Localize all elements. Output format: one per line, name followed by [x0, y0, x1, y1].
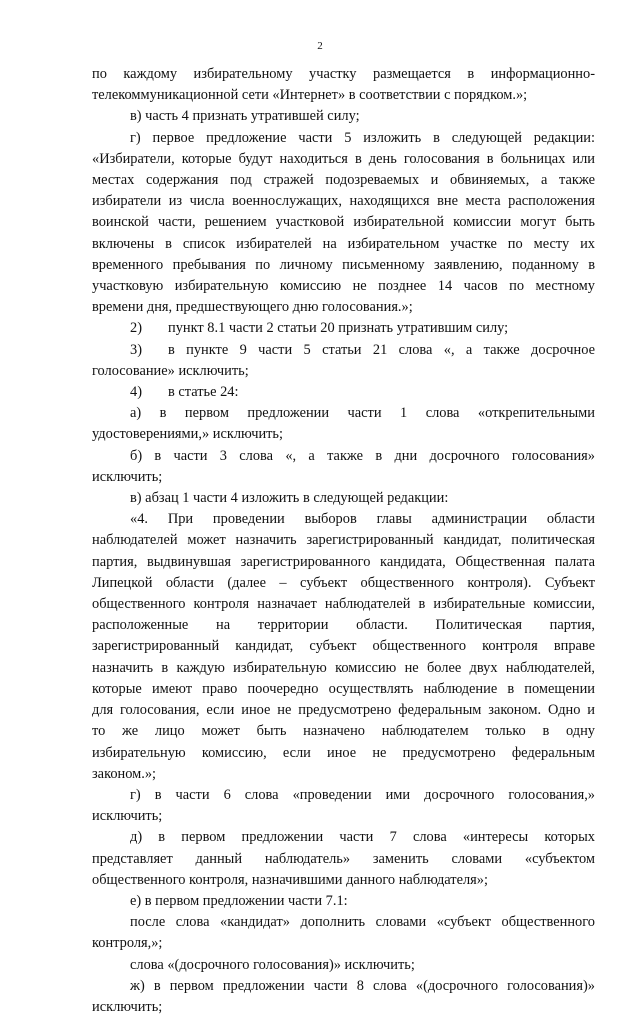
text-line: а) в первом предложении части 1 слова «открепительными — [130, 405, 595, 422]
text-line: голосование» исключить; — [92, 362, 249, 379]
text-line: включены в список избирателей на избирательном участке по месту их — [92, 235, 595, 252]
text-line: телекоммуникационной сети «Интернет» в соответствии с порядком.»; — [92, 87, 528, 104]
text-line: наблюдателей может назначить зарегистрированный кандидат, политическая — [92, 532, 595, 549]
paragraph: в) часть 4 признать утратившей силу; — [130, 108, 360, 125]
text-line: после слова «кандидат» дополнить словами «субъект общественного — [130, 914, 595, 931]
item-number: 2) — [130, 320, 142, 337]
text-line: б) в части 3 слова «, а также в дни досрочного голосования» — [130, 447, 595, 464]
text-line: д) в первом предложении части 7 слова «интересы которых — [130, 829, 595, 846]
paragraph — [92, 785, 595, 827]
text-line: удостоверениями,» исключить; — [92, 426, 283, 443]
text-line: избирательную комиссию, если иное не предусмотрено федеральным — [92, 744, 595, 761]
text-line: по каждому избирательному участку размещается в информационно- — [92, 66, 595, 82]
paragraph — [92, 509, 595, 785]
text-line: исключить; — [92, 998, 163, 1015]
text-line: то же лицо может быть назначено наблюдателем только в одну — [92, 723, 595, 740]
text-line: исключить; — [92, 808, 163, 825]
text-line: общественного контроля назначает наблюдателей в избирательные комиссии, — [92, 596, 595, 613]
text-line: в пункте 9 части 5 статьи 21 слова «, а также досрочное — [168, 341, 595, 358]
text-line: ж) в первом предложении части 8 слова «(досрочного голосования)» — [130, 977, 595, 994]
text-line: воинской части, решением участковой избирательной комиссии могут быть — [92, 214, 595, 231]
text-line: Липецкой области (далее – субъект общественного контроля). Субъект — [92, 574, 595, 591]
text-line: г) в части 6 слова «проведении ими досрочного голосования,» — [130, 786, 595, 803]
text-line: времени дня, предшествующего дню голосования.»; — [92, 299, 413, 316]
text-line: назначить в каждую избирательную комиссию не более двух наблюдателей, — [92, 659, 595, 676]
paragraph: в) абзац 1 части 4 изложить в следующей редакции: — [130, 490, 449, 507]
text-line: законом.»; — [92, 765, 157, 782]
text-line: «Избиратели, которые будут находиться в день голосования в больницах или — [92, 150, 595, 167]
text-line: избиратели из числа военнослужащих, находящихся вне места расположения — [92, 193, 595, 210]
numbered-item — [92, 318, 595, 339]
text-line: которые имеют право поочередно осуществлять наблюдение в помещении — [92, 680, 595, 697]
text-line: расположенные на территории области. Политическая партия, — [92, 617, 595, 634]
text-line: партия, выдвинувшая зарегистрированного кандидата, Общественная палата — [92, 553, 595, 570]
text-line: местах содержания под стражей подозреваемых и обвиняемых, а также — [92, 172, 595, 189]
paragraph — [92, 403, 595, 445]
item-number: 4) — [130, 384, 142, 401]
text-line: исключить; — [92, 468, 163, 485]
text-line: участковую избирательную комиссию не позднее 14 часов по местному — [92, 278, 595, 295]
paragraph — [92, 446, 595, 488]
numbered-item — [92, 340, 595, 382]
paragraph: слова «(досрочного голосования)» исключить; — [130, 956, 415, 973]
numbered-item — [92, 382, 595, 403]
text-line: для голосования, если иное не предусмотрено федеральным законом. Одно и — [92, 702, 595, 719]
text-line: представляет данный наблюдатель» заменить словами «субъектом — [92, 850, 595, 867]
paragraph — [92, 912, 595, 954]
page-number: 2 — [317, 40, 323, 52]
item-number: 3) — [130, 341, 142, 358]
paragraph: е) в первом предложении части 7.1: — [130, 892, 348, 909]
text-line: зарегистрированный кандидат, субъект общественного контроля вправе — [92, 638, 595, 655]
text-line: «4. При проведении выборов главы администрации области — [130, 511, 595, 528]
text-line: в статье 24: — [168, 384, 239, 401]
paragraph — [92, 64, 595, 106]
text-line: временного пребывания по личному письменному заявлению, поданному в — [92, 256, 595, 273]
paragraph — [92, 128, 595, 319]
text-line: г) первое предложение части 5 изложить в следующей редакции: — [130, 129, 595, 146]
text-line: контроля,»; — [92, 935, 163, 952]
text-line: общественного контроля, назначившими данного наблюдателя»; — [92, 871, 488, 888]
paragraph — [92, 976, 595, 1018]
paragraph — [92, 827, 595, 891]
text-line: пункт 8.1 части 2 статьи 20 признать утратившим силу; — [168, 320, 509, 337]
document-body — [92, 64, 595, 1018]
